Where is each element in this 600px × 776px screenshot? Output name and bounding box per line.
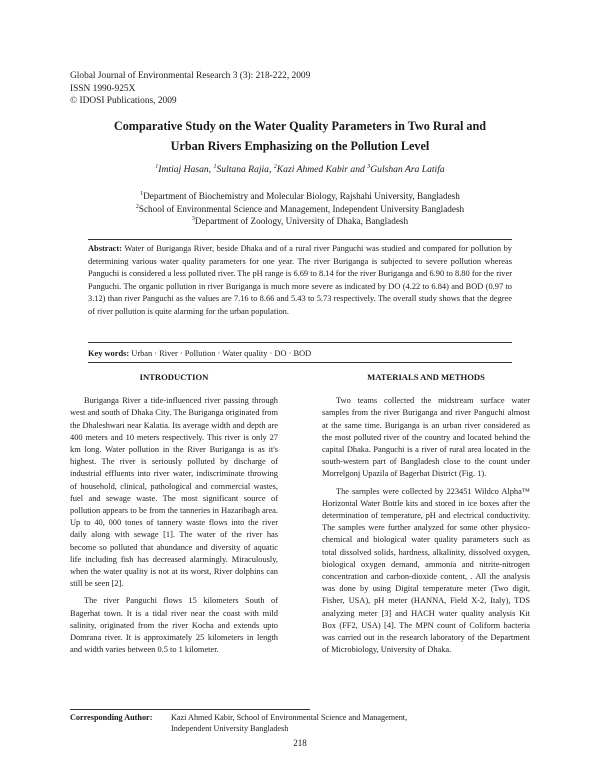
abstract-top-rule [88,239,512,240]
affiliation-text: Department of Biochemistry and Molecular Biology, Rajshahi University, Bangladesh [143,191,460,201]
abstract-bottom-rule [88,342,512,343]
keywords-text: Urban · River · Pollution · Water quality · DO · BOD [129,349,312,358]
affiliation-mark: 3 [191,216,195,222]
methods-paragraph-1: Two teams collected the midstream surface water samples from the river Buriganga and river Panguchi almost at the same time. Buriganga is an urban river considered as the most polluted river of the country and located behind the capital Dhaka. Panguchi is a river of rural area located in the south-western part of Bangladesh close to the count under Morrelgonj Upazila of Bagerhat District (Fig. 1). [322,396,530,479]
author-affil-mark: 3 [367,164,371,170]
author-list [60,164,540,175]
introduction-heading: INTRODUCTION [139,372,209,382]
title-line-1: Comparative Study on the Water Quality Parameters in Two Rural and [113,119,487,133]
corresponding-line-2: Independent University Bangladesh [171,724,289,733]
corresponding-details [171,712,407,734]
introduction-paragraph-1: Buriganga River a tide-influenced river passing through west and south of Dhaka City. The Buriganga originated from the Dhaleshwari near Kalatia. Its average width and depth are 400 meters and 10 meters respectively. This river is only 27 km long. Water pollution in the River Buriganga is as it's highest. The river is seriously polluted by discharge of industrial effluents into river water, indiscriminate throwing of household, clinical, pathological and commercial wastes, fuel and sewage waste. The most significant source of pollution appears to be from the tanneries in Hazaribagh area. Up to 40, 000 tones of tannery waste flows into the river daily along with sewage [1]. The water of the river has become so polluted that abundance and diversity of aquatic life including fish has decreased alarmingly. Miraculously, when the water quality is not at its worst, River dolphins can still be seen [2]. [70,396,278,589]
affiliation-mark: 1 [140,191,144,197]
affiliation-2 [60,203,540,216]
abstract [88,243,512,318]
author-name: Sultana Rajia, [216,164,274,175]
author-name: Gulshan Ara Latifa [370,164,445,175]
corresponding-label: Corresponding Author: [70,713,153,722]
journal-issn: ISSN 1990-925X [70,83,136,94]
affiliation-text: Department of Zoology, University of Dhaka, Bangladesh [194,216,409,226]
affiliations [60,190,540,228]
keywords-rule [88,362,512,363]
page-number: 218 [293,738,307,748]
abstract-label: Abstract: [88,244,122,253]
methods-heading: MATERIALS AND METHODS [367,372,485,382]
journal-copyright: © IDOSI Publications, 2009 [70,96,177,107]
affiliation-1 [60,190,540,203]
author-affil-mark: 2 [273,164,277,170]
author-name: Kazi Ahmed Kabir and [276,164,368,175]
journal-citation: Global Journal of Environmental Research 3 (3): 218-222, 2009 [70,71,311,81]
affiliation-3 [60,215,540,228]
journal-info [70,70,310,108]
author-affil-mark: 1 [213,164,217,170]
affiliation-mark: 2 [135,203,139,210]
methods-column [322,371,530,661]
affiliation-text: School of Environmental Science and Management, Independent University Bangladesh [138,203,465,214]
abstract-text: Water of Buriganga River, beside Dhaka and of a rural river Panguchi was studied and compared for pollution by determining various water quality parameters for one year. The river Buriganga is subjected to severe pollution whereas Panguchi is considered a less polluted river. The pH range is 6.69 to 8.14 for the river Buriganga and 6.90 to 8.80 for the river Panguchi. The organic pollution in river Buriganga is much more severe as indicated by DO (4.22 to 6.84) and BOD (0.97 to 3.12) than river Panguchi as the values are 7.16 to 8.66 and 5.43 to 5.73 respectively. The overall study shows that the degree of river pollution is quite alarming for the urban population. [88,244,512,316]
introduction-paragraph-2: The river Panguchi flows 15 kilometers South of Bagerhat town. It is a tidal river near the coast with mild salinity, originated from the river Kocha and extends upto Domrana river. It is approximately 25 kilometers in length and width varies between 0.5 to 1 kilometer. [70,596,278,655]
corresponding-line-1: Kazi Ahmed Kabir, School of Environmental Science and Management, [171,713,408,722]
methods-paragraph-2: The sarnples were collected by 223451 Wildco Alpha™ Horizontal Water Bottle kits and stored in ice boxes after the determination of temperature, pH and electrical conductivity. The samples were further analyzed for some other physico-chemical and biological water quality parameters such as total dissolved solids, hardness, alkalinity, dissolved oxygen, biological oxygen demand, ammonia and nitrite-nitrogen concentration and carbon-dioxide content, . All the analysis was done by using Digital temperature meter (Two digit, Fisher, USA), pH meter (HANNA, Field X-2, Italy), TDS analyzing meter [3] and HACH water quality analysis Kit Box (FF2, USA) [4]. The MPN count of Coliform bacteria was carried out in the research laboratory of the Department of Microbiology, University of Dhaka. [322,486,530,655]
author-name: Imtiaj Hasan, [158,164,214,175]
introduction-column [70,371,278,661]
keywords-label: Key words: [88,349,130,358]
title-line-2: Urban Rivers Emphasizing on the Pollution Level [170,138,430,153]
paper-title [60,117,540,156]
keywords [88,349,512,358]
author-affil-mark: 1 [155,164,159,170]
footnote-rule [70,709,310,710]
